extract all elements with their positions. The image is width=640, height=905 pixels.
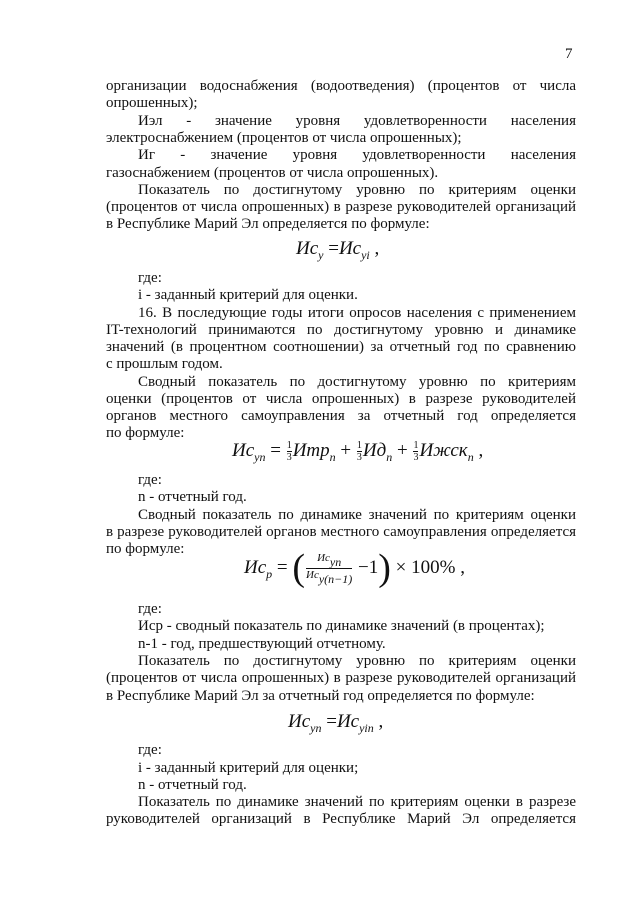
page-number: 7 <box>565 46 573 62</box>
text-line: n-1 - год, предшествующий отчетному. <box>138 636 386 652</box>
text-line: где: <box>138 601 162 617</box>
formula-org-achieved-year: $Ис_{yn} =Ис_{yin}$ , <box>288 711 384 735</box>
text-line: Сводный показатель по динамике значений по критериям оценки <box>138 507 576 523</box>
text-line: с прошлым годом. <box>106 356 223 372</box>
text-line: Иср - сводный показатель по динамике значений (в процентах); <box>138 618 545 634</box>
text-line: электроснабжением (процентов от числа опрошенных); <box>106 130 462 146</box>
text-line: где: <box>138 742 162 758</box>
formula-summary-dynamics: $Ис_р$ = ( $\frac{Ис_{yn}}{Ис_{y(n-1)}}$ −1) × 100% , <box>244 546 465 589</box>
formula-summary-achieved: $Ис_{yn}$ = $\frac{1}{3}$ Итр$_n$ + $\frac{1}{3}$ $Ид_n$ + $\frac{1}{3}$ Ижск$_n$ , <box>232 439 484 464</box>
text-line: Иг - значение уровня удовлетворенности населения <box>138 147 576 163</box>
text-line: i - заданный критерий для оценки; <box>138 760 359 776</box>
text-line: в разрезе руководителей органов местного самоуправления определяется <box>106 524 576 540</box>
text-line: по формуле: <box>106 541 185 557</box>
text-line: значений (в процентном соотношении) за отчетный год по сравнению <box>106 339 576 355</box>
text-line: руководителей организаций в Республике Марий Эл определяется <box>106 811 576 827</box>
formula-achieved-level: $Ис_у =Ис_{yi}$ , <box>296 238 380 262</box>
text-line: газоснабжением (процентов от числа опрошенных). <box>106 165 439 181</box>
text-line: где: <box>138 270 162 286</box>
text-line: (процентов от числа опрошенных) в разрезе руководителей организаций <box>106 670 576 686</box>
text-line: Показатель по достигнутому уровню по критериям оценки <box>138 182 576 198</box>
text-line: оценки (процентов от числа опрошенных) в разрезе руководителей <box>106 391 576 407</box>
text-line: 16. В последующие годы итоги опросов населения с применением <box>138 305 576 321</box>
text-line: по формуле: <box>106 425 185 441</box>
text-line: (процентов от числа опрошенных) в разрезе руководителей организаций <box>106 199 576 215</box>
text-line: в Республике Марий Эл определяется по формуле: <box>106 216 430 232</box>
text-line: органов местного самоуправления за отчетный год определяется <box>106 408 576 424</box>
text-line: n - отчетный год. <box>138 489 247 505</box>
text-line: опрошенных); <box>106 95 198 111</box>
text-line: n - отчетный год. <box>138 777 247 793</box>
text-line: Показатель по достигнутому уровню по критериям оценки <box>138 653 576 669</box>
text-line: IT-технологий принимаются по достигнутому уровню и динамике <box>106 322 576 338</box>
text-line: Иэл - значение уровня удовлетворенности населения <box>138 113 576 129</box>
text-line: Показатель по динамике значений по критериям оценки в разрезе <box>138 794 576 810</box>
text-line: Сводный показатель по достигнутому уровню по критериям <box>138 374 576 390</box>
text-line: в Республике Марий Эл за отчетный год определяется по формуле: <box>106 688 535 704</box>
text-line: организации водоснабжения (водоотведения) (процентов от числа <box>106 78 576 94</box>
text-line: i - заданный критерий для оценки. <box>138 287 358 303</box>
text-line: где: <box>138 472 162 488</box>
